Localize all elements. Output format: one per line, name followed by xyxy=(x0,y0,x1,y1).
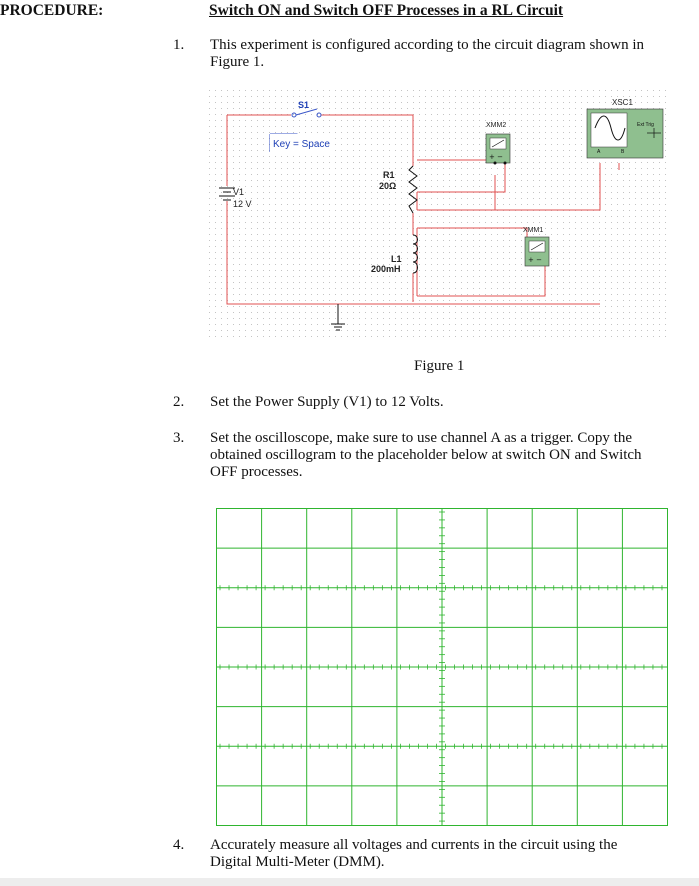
step-1-text: This experiment is configured according to the circuit diagram shown in Figure 1. xyxy=(210,37,645,70)
scope-label: XSC1 xyxy=(612,98,633,107)
step-2-text: Set the Power Supply (V1) to 12 Volts. xyxy=(210,394,444,410)
section-title: Switch ON and Switch OFF Processes in a RL Circuit xyxy=(209,2,564,19)
source-value: 12 V xyxy=(233,199,252,209)
scope-ext-trig: Ext Trig xyxy=(637,122,654,128)
page-bottom-bar xyxy=(0,878,699,886)
key-label-box xyxy=(270,134,334,152)
inductor-name: L1 xyxy=(391,254,402,264)
step-3-number: 3. xyxy=(173,430,185,446)
scope-channel-b: B xyxy=(621,149,625,155)
figure-caption: Figure 1 xyxy=(414,358,465,374)
scope-channel-a: A xyxy=(597,149,601,155)
step-2-number: 2. xyxy=(173,394,185,410)
step-4-text: Accurately measure all voltages and currents in the circuit using the Digital Multi-Meter (DMM). xyxy=(210,837,618,870)
svg-text:+ −: + − xyxy=(489,153,503,161)
meter2-label: XMM2 xyxy=(486,122,507,129)
step-4-number: 4. xyxy=(173,837,185,853)
step-1-number: 1. xyxy=(173,37,185,53)
circuit-schematic xyxy=(207,88,667,338)
svg-text:+ −: + − xyxy=(528,256,542,264)
meter1-label: XMM1 xyxy=(523,227,544,234)
resistor-name: R1 xyxy=(383,170,395,180)
resistor-value: 20Ω xyxy=(379,181,397,191)
inductor-value: 200mH xyxy=(371,264,401,274)
section-label: PROCEDURE: xyxy=(0,2,104,19)
oscillogram-placeholder xyxy=(216,508,668,826)
source-name: V1 xyxy=(233,187,245,197)
key-label: Key = Space xyxy=(273,139,330,150)
switch-label: S1 xyxy=(298,100,310,110)
step-3-text: Set the oscilloscope, make sure to use channel A as a trigger. Copy the obtained oscillogram to the placeholder below at switch ON and Switch OFF processes. xyxy=(210,430,642,480)
